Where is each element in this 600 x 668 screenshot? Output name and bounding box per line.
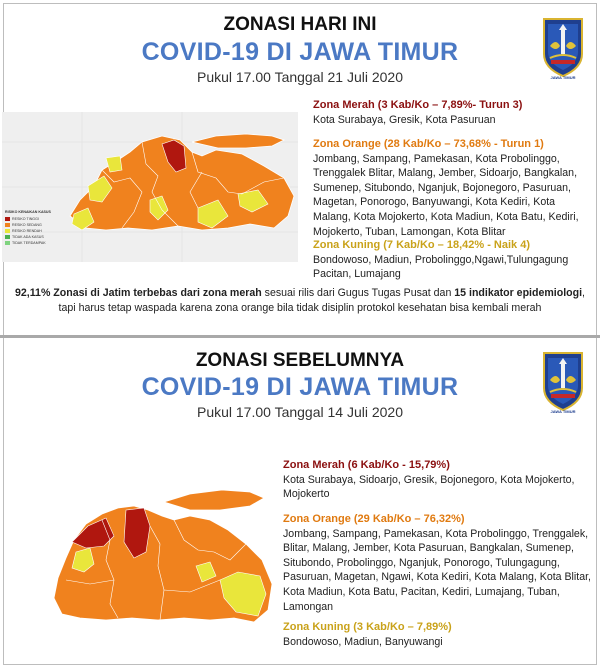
top-zone-orange [313, 137, 591, 239]
zone-orange-heading: Zona Orange (28 Kab/Ko – 73,68% - Turun 1) [313, 138, 544, 150]
note-bold-1: 92,11% Zonasi di Jatim terbebas dari zona merah [15, 287, 262, 299]
bottom-zone-yellow [283, 620, 591, 649]
zone-orange-list: Jombang, Sampang, Pamekasan, Kota Probolinggo, Trenggalek, Blitar, Malang, Jember, Kota Pasuruan, Bangkalan, Sumenep, Situbondo, Probolinggo, Nganjuk, Ponorogo, Tulungagung, Pasuruan, Magetan, Ngawi, Kota Kediri, Kota Malang, Kota Blitar, Kota Madiun, Kota Batu, Pacitan, Kediri, Lumajang, Tuban, Lamongan [283, 527, 591, 613]
bottom-zone-red [283, 458, 591, 502]
bottom-zone-orange [283, 512, 591, 614]
zone-yellow-heading: Zona Kuning (3 Kab/Ko – 7,89%) [283, 621, 452, 633]
legend-row [5, 240, 53, 246]
legend-label: RESIKO TINGGI [12, 217, 39, 221]
bottom-heading: ZONASI SEBELUMNYA [195, 350, 405, 371]
zone-red-heading: Zona Merah (6 Kab/Ko - 15,79%) [283, 459, 450, 471]
zone-yellow-list: Bondowoso, Madiun, Banyuwangi [283, 635, 443, 648]
legend-label: TIDAK TERDAMPAK [12, 241, 46, 245]
zone-red-list: Kota Surabaya, Sidoarjo, Gresik, Bojonegoro, Kota Mojokerto, Mojokerto [283, 473, 575, 501]
note-bold-2: 15 indikator epidemiologi [454, 287, 583, 299]
bottom-map [14, 480, 276, 630]
zone-yellow-heading: Zona Kuning (7 Kab/Ko – 18,42% - Naik 4) [313, 239, 530, 251]
top-zone-red [313, 98, 591, 127]
zone-orange-list: Jombang, Sampang, Pamekasan, Kota Probolinggo, Trenggalek Blitar, Malang, Jember, Sidoarjo, Bangkalan, Sumenep, Situbondo, Nganjuk, Bojonegoro, Pasuruan, Magetan, Ponorogo, Banyuwangi, Kota Kediri, Kota Malang, Kota Mojokerto, Kota Madiun, Kota Batu, Kediri, Mojokerto, Tuban, Lamongan, Kota Blitar [313, 152, 579, 238]
bottom-map-svg [14, 480, 276, 630]
top-subheading: COVID-19 DI JAWA TIMUR [141, 38, 459, 66]
top-map [2, 112, 298, 262]
jatim-crest-icon [540, 350, 586, 412]
zone-red-list: Kota Surabaya, Gresik, Kota Pasuruan [313, 113, 496, 126]
bottom-crest-caption: JAWA TIMUR [550, 409, 576, 414]
top-zone-yellow [313, 238, 591, 282]
jatim-crest-icon [540, 16, 586, 78]
legend-title: RISIKO KENAIKAN KASUS [5, 210, 51, 214]
top-heading: ZONASI HARI INI [223, 14, 377, 35]
legend-label: RESIKO SEDANG [12, 223, 42, 227]
note-line-2: tapi harus tetap waspada karena zona orange bila tidak disiplin protokol kesehatan bisa kembali merah [58, 302, 542, 314]
top-map-legend [5, 210, 53, 250]
top-time: Pukul 17.00 Tanggal 21 Juli 2020 [196, 69, 403, 85]
note-end: , [582, 287, 585, 299]
zone-orange-heading: Zona Orange (29 Kab/Ko – 76,32%) [283, 513, 465, 525]
note-middle: sesuai rilis dari Gugus Tugas Pusat dan [261, 287, 455, 299]
legend-label: RESIKO RENDAH [12, 229, 42, 233]
zone-yellow-list: Bondowoso, Madiun, Probolinggo,Ngawi,Tulungagung Pacitan, Lumajang [313, 253, 569, 281]
legend-label: TIDAK ADA KASUS [12, 235, 44, 239]
bottom-subheading: COVID-19 DI JAWA TIMUR [141, 373, 459, 401]
summary-note [10, 286, 590, 316]
top-crest-caption: JAWA TIMUR [550, 75, 576, 80]
section-divider [0, 335, 600, 338]
zone-red-heading: Zona Merah (3 Kab/Ko – 7,89%- Turun 3) [313, 99, 523, 111]
bottom-time: Pukul 17.00 Tanggal 14 Juli 2020 [196, 404, 403, 420]
